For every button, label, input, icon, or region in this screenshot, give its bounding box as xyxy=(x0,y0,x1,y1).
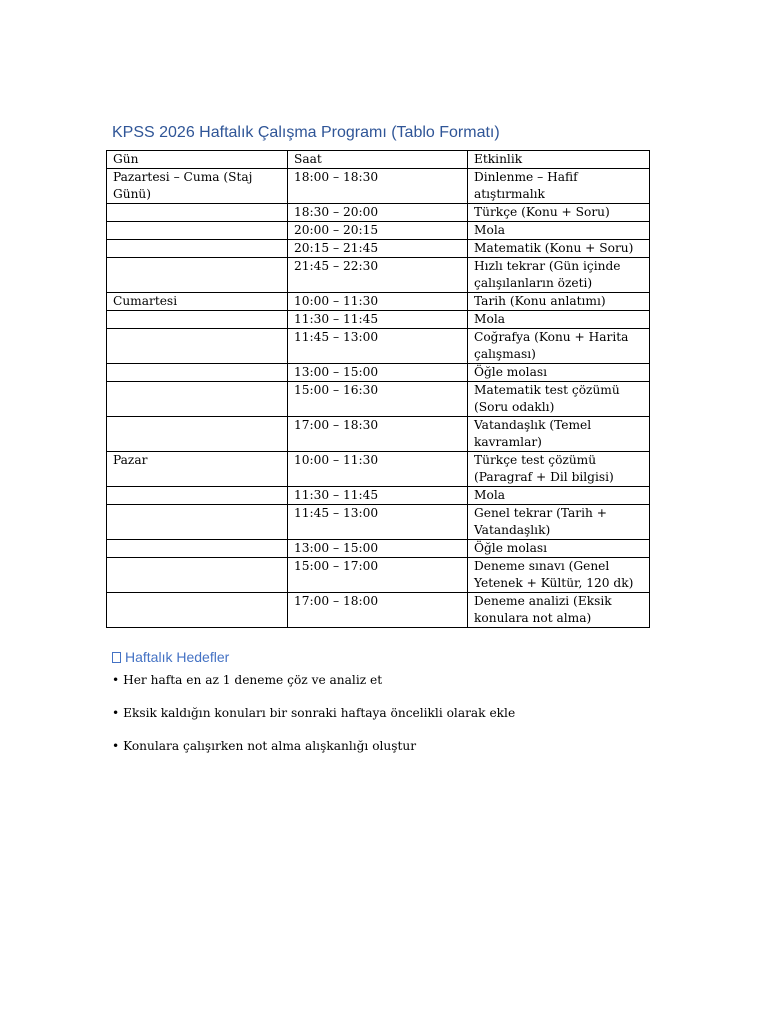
time-cell: 11:45 – 13:00 xyxy=(288,329,468,364)
day-cell xyxy=(107,311,288,329)
activity-cell: Matematik test çözümü (Soru odaklı) xyxy=(468,382,650,417)
table-row xyxy=(107,452,650,487)
activity-cell: Deneme analizi (Eksik konulara not alma) xyxy=(468,593,650,628)
day-cell xyxy=(107,364,288,382)
day-cell: Pazartesi – Cuma (Staj Günü) xyxy=(107,169,288,204)
activity-cell: Matematik (Konu + Soru) xyxy=(468,240,650,258)
time-cell: 10:00 – 11:30 xyxy=(288,293,468,311)
day-cell xyxy=(107,417,288,452)
table-row xyxy=(107,540,650,558)
time-cell: 18:30 – 20:00 xyxy=(288,204,468,222)
day-cell xyxy=(107,240,288,258)
header-time: Saat xyxy=(288,151,468,169)
header-activity: Etkinlik xyxy=(468,151,650,169)
day-cell xyxy=(107,382,288,417)
header-row xyxy=(107,151,650,169)
time-cell: 10:00 – 11:30 xyxy=(288,452,468,487)
activity-cell: Genel tekrar (Tarih + Vatandaşlık) xyxy=(468,505,650,540)
time-cell: 13:00 – 15:00 xyxy=(288,540,468,558)
time-cell: 20:00 – 20:15 xyxy=(288,222,468,240)
activity-cell: Coğrafya (Konu + Harita çalışması) xyxy=(468,329,650,364)
table-row xyxy=(107,293,650,311)
schedule-table xyxy=(106,150,650,628)
day-cell xyxy=(107,204,288,222)
activity-cell: Türkçe test çözümü (Paragraf + Dil bilgisi) xyxy=(468,452,650,487)
activity-cell: Öğle molası xyxy=(468,364,650,382)
activity-cell: Dinlenme – Hafif atıştırmalık xyxy=(468,169,650,204)
activity-cell: Deneme sınavı (Genel Yetenek + Kültür, 120 dk) xyxy=(468,558,650,593)
list-item: • Eksik kaldığın konuları bir sonraki haftaya öncelikli olarak ekle xyxy=(112,706,516,720)
goals-heading xyxy=(112,649,229,665)
table-row xyxy=(107,505,650,540)
time-cell: 13:00 – 15:00 xyxy=(288,364,468,382)
table-row xyxy=(107,558,650,593)
activity-cell: Mola xyxy=(468,222,650,240)
missing-glyph-icon xyxy=(112,652,121,663)
table-row xyxy=(107,222,650,240)
activity-cell: Türkçe (Konu + Soru) xyxy=(468,204,650,222)
list-item: • Her hafta en az 1 deneme çöz ve analiz et xyxy=(112,673,383,687)
table-row xyxy=(107,382,650,417)
activity-cell: Hızlı tekrar (Gün içinde çalışılanların özeti) xyxy=(468,258,650,293)
table-body xyxy=(107,169,650,628)
table-row xyxy=(107,329,650,364)
goals-list xyxy=(112,670,515,769)
day-cell xyxy=(107,558,288,593)
table-header xyxy=(107,151,650,169)
day-cell xyxy=(107,329,288,364)
table-row xyxy=(107,311,650,329)
time-cell: 11:45 – 13:00 xyxy=(288,505,468,540)
day-cell xyxy=(107,593,288,628)
time-cell: 15:00 – 17:00 xyxy=(288,558,468,593)
day-cell: Cumartesi xyxy=(107,293,288,311)
time-cell: 18:00 – 18:30 xyxy=(288,169,468,204)
table-row xyxy=(107,487,650,505)
time-cell: 20:15 – 21:45 xyxy=(288,240,468,258)
time-cell: 11:30 – 11:45 xyxy=(288,487,468,505)
time-cell: 17:00 – 18:00 xyxy=(288,593,468,628)
day-cell xyxy=(107,487,288,505)
activity-cell: Mola xyxy=(468,311,650,329)
page-title: KPSS 2026 Haftalık Çalışma Programı (Tablo Formatı) xyxy=(112,124,500,141)
day-cell xyxy=(107,222,288,240)
day-cell: Pazar xyxy=(107,452,288,487)
activity-cell: Mola xyxy=(468,487,650,505)
table-row xyxy=(107,204,650,222)
table-row xyxy=(107,240,650,258)
table-row xyxy=(107,364,650,382)
list-item: • Konulara çalışırken not alma alışkanlığı oluştur xyxy=(112,739,417,753)
table-row xyxy=(107,417,650,452)
time-cell: 21:45 – 22:30 xyxy=(288,258,468,293)
table-row xyxy=(107,593,650,628)
header-day: Gün xyxy=(107,151,288,169)
activity-cell: Vatandaşlık (Temel kavramlar) xyxy=(468,417,650,452)
day-cell xyxy=(107,540,288,558)
table-row xyxy=(107,258,650,293)
day-cell xyxy=(107,505,288,540)
day-cell xyxy=(107,258,288,293)
goals-heading-text: Haftalık Hedefler xyxy=(125,649,230,665)
time-cell: 17:00 – 18:30 xyxy=(288,417,468,452)
time-cell: 15:00 – 16:30 xyxy=(288,382,468,417)
table-row xyxy=(107,169,650,204)
activity-cell: Öğle molası xyxy=(468,540,650,558)
time-cell: 11:30 – 11:45 xyxy=(288,311,468,329)
activity-cell: Tarih (Konu anlatımı) xyxy=(468,293,650,311)
